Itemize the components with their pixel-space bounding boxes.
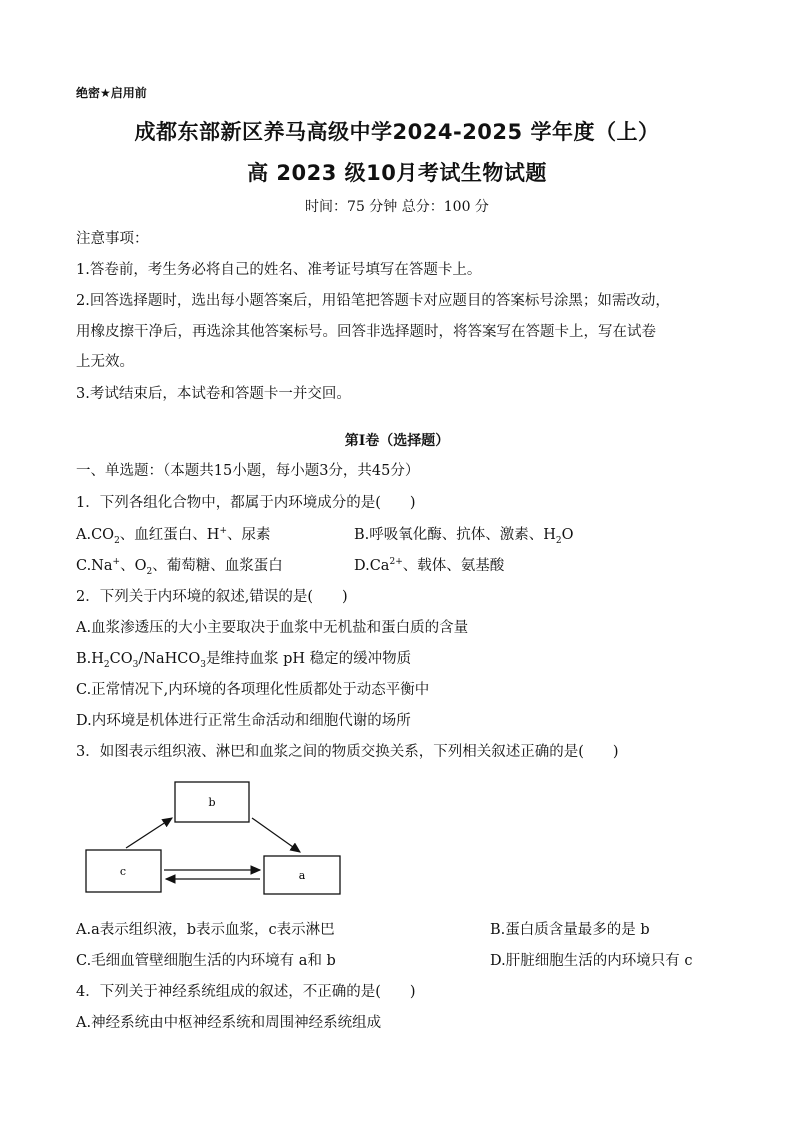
q1-option-c: C.Na+、$O_2$、葡萄糖、血浆蛋白 — [76, 557, 283, 577]
exam-title-line2: 高 2023 级10月考试生物试题 — [247, 161, 547, 185]
q3-option-d: D.肝脏细胞生活的内环境只有 c — [490, 953, 693, 969]
notice-item-2b: 用橡皮擦干净后，再选涂其他答案标号。回答非选择题时，将答案写在答题卡上，写在试卷 — [76, 324, 656, 340]
q1-option-b: B.呼吸氧化酶、抗体、激素、$H_2O$ — [354, 527, 574, 546]
q2-option-d: D.内环境是机体进行正常生命活动和细胞代谢的场所 — [76, 713, 411, 729]
q4-stem: 4．下列关于神经系统组成的叙述，不正确的是( ) — [76, 984, 416, 1000]
part-heading: 一、单选题：（本题共15小题，每小题3分，共45分） — [76, 463, 420, 479]
box-b-label: b — [208, 796, 216, 809]
q4-option-a: A.神经系统由中枢神经系统和周围神经系统组成 — [76, 1015, 382, 1031]
section-title: 第Ⅰ卷（选择题） — [344, 433, 450, 449]
notice-item-1: 1.答卷前，考生务必将自己的姓名、准考证号填写在答题卡上。 — [76, 262, 482, 278]
arrow-c-to-b — [126, 818, 172, 848]
arrow-b-to-a — [252, 818, 300, 852]
notice-item-2c: 上无效。 — [76, 354, 134, 370]
q2-option-a: A.血浆渗透压的大小主要取决于血浆中无机盐和蛋白质的含量 — [76, 620, 469, 636]
q1-option-d: $D.Ca^{2+}$、载体、氨基酸 — [354, 557, 505, 574]
notice-item-2a: 2.回答选择题时，选出每小题答案后，用铅笔把答题卡对应题目的答案标号涂黑；如需改动， — [76, 293, 670, 309]
box-c-label: c — [119, 865, 127, 878]
exam-title-line1: 成都东部新区养马高级中学2024-2025 学年度（上） — [134, 120, 660, 144]
q3-option-b: B.蛋白质含量最多的是 b — [490, 922, 650, 938]
q2-stem: 2．下列关于内环境的叙述,错误的是( ) — [76, 589, 348, 605]
q2-option-c: C.正常情况下,内环境的各项理化性质都处于动态平衡中 — [76, 682, 430, 698]
notice-heading: 注意事项： — [76, 231, 149, 247]
q1-stem: 1．下列各组化合物中，都属于内环境成分的是( ) — [76, 495, 416, 511]
notice-item-3: 3.考试结束后，本试卷和答题卡一并交回。 — [76, 386, 351, 402]
fluid-exchange-diagram — [80, 778, 350, 898]
q3-option-a: A.a表示组织液，b表示血浆，c表示淋巴 — [76, 922, 335, 938]
box-a-label: a — [298, 869, 306, 882]
confidential-label: 绝密★启用前 — [76, 86, 147, 100]
q1-option-a: $A.CO_2$、血红蛋白、H+、尿素 — [76, 526, 271, 546]
exam-meta: 时间：75 分钟 总分：100 分 — [305, 199, 489, 215]
q2-option-b: $B.H_2CO_3/NaHCO_3$是维持血浆 pH 稳定的缓冲物质 — [76, 651, 412, 670]
q3-option-c: C.毛细血管壁细胞生活的内环境有 a和 b — [76, 953, 336, 969]
q3-stem: 3．如图表示组织液、淋巴和血浆之间的物质交换关系，下列相关叙述正确的是( ) — [76, 744, 619, 760]
